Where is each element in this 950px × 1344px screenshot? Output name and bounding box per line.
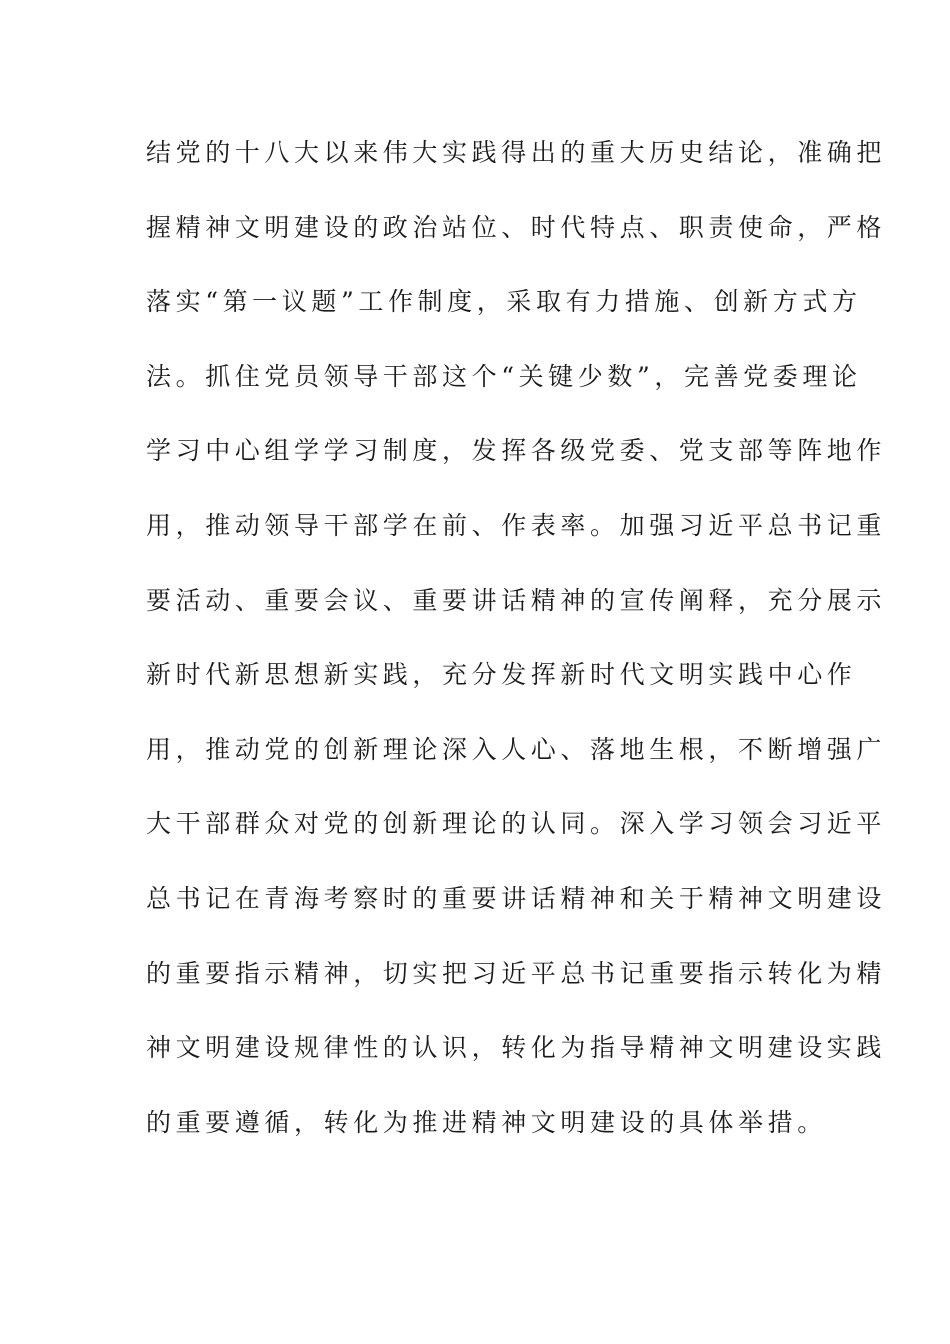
body-paragraph [146,128,887,1172]
text-line-14: 的重要遵循，转化为推进精神文明建设的具体举措。 [146,1107,827,1137]
text-line-1: 结党的十八大以来伟大实践得出的重大历史结论，准确把 [146,138,887,167]
text-line-5: 学习中心组学学习制度，发挥各级党委、党支部等阵地作 [146,436,887,466]
text-line-3: 落实“第一议题”工作制度，采取有力措施、创新方式方 [146,287,862,317]
text-line-2: 握精神文明建设的政治站位、时代特点、职责使命，严格 [146,212,887,242]
text-line-9: 用，推动党的创新理论深入人心、落地生根，不断增强广 [146,734,887,764]
text-line-11: 总书记在青海考察时的重要讲话精神和关于精神文明建设 [146,883,887,913]
text-line-12: 的重要指示精神，切实把习近平总书记重要指示转化为精 [146,958,887,988]
text-line-6: 用，推动领导干部学在前、作表率。加强习近平总书记重 [146,510,887,540]
text-line-13: 神文明建设规律性的认识，转化为指导精神文明建设实践 [146,1033,887,1063]
text-line-10: 大干部群众对党的创新理论的认同。深入学习领会习近平 [146,809,887,839]
text-line-8: 新时代新思想新实践，充分发挥新时代文明实践中心作 [146,660,857,690]
text-line-7: 要活动、重要会议、重要讲话精神的宣传阐释，充分展示 [146,585,887,615]
text-line-4: 法。抓住党员领导干部这个“关键少数”，完善党委理论 [146,361,862,391]
